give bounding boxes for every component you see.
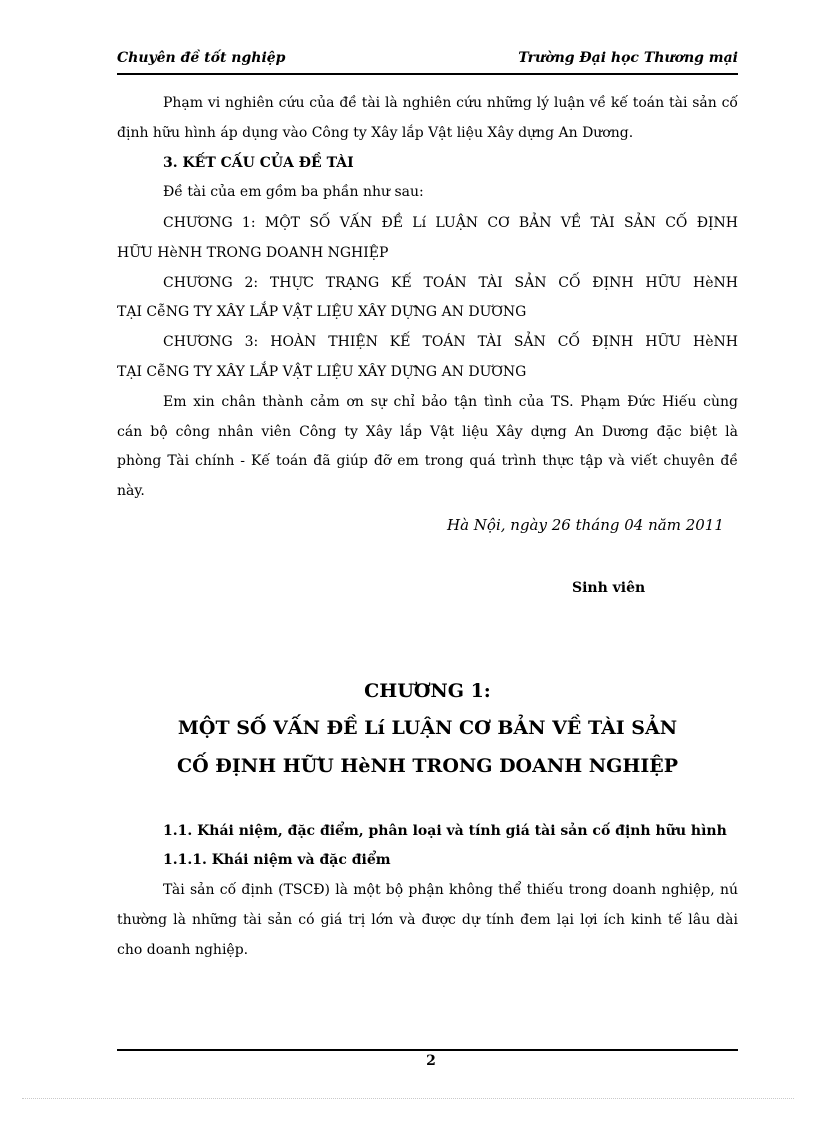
structure-heading: 3. KẾT CẤU CỦA ĐỀ TÀI [163, 155, 354, 171]
header-right: Trường Đại học Thương mại [518, 50, 738, 66]
chapter-2-line-1: CHƯƠNG 2: THỰC TRẠNG KẾ TOÁN TÀI SẢN CỐ ĐỊNH HỮU HèNH [163, 275, 738, 291]
chapter-3-line-1: CHƯƠNG 3: HOÀN THIỆN KẾ TOÁN TÀI SẢN CỐ ĐỊNH HỮU HèNH [163, 334, 738, 350]
scope-paragraph-line-2: định hữu hình áp dụng vào Công ty Xây lắp Vật liệu Xây dựng An Dương. [117, 125, 634, 141]
page-number: 2 [426, 1053, 436, 1069]
chapter-title-line-2: CỐ ĐỊNH HỮU HèNH TRONG DOANH NGHIỆP [177, 755, 678, 777]
section-heading-1-1: 1.1. Khái niệm, đặc điểm, phân loại và tính giá tài sản cố định hữu hình [163, 823, 727, 839]
chapter-2-line-2: TẠI CễNG TY XÂY LẮP VẬT LIỆU XÂY DỰNG AN DƯƠNG [117, 304, 527, 320]
section-paragraph-line-2: thường là những tài sản có giá trị lớn và được dự tính đem lại lợi ích kinh tế lâu dài [117, 912, 738, 928]
page-edge-dotted-line [22, 1098, 794, 1099]
header-rule [117, 73, 738, 75]
section-heading-1-1-1: 1.1.1. Khái niệm và đặc điểm [163, 852, 391, 868]
scope-paragraph-line-1: Phạm vi nghiên cứu của đề tài là nghiên cứu những lý luận về kế toán tài sản cố [163, 95, 738, 111]
chapter-3-line-2: TẠI CễNG TY XÂY LẮP VẬT LIỆU XÂY DỰNG AN DƯƠNG [117, 364, 527, 380]
header-left: Chuyên đề tốt nghiệp [117, 50, 286, 66]
footer-rule [117, 1049, 738, 1051]
page-header [117, 50, 738, 72]
chapter-title-line-1: MỘT SỐ VẤN ĐỀ Lí LUẬN CƠ BẢN VỀ TÀI SẢN [177, 717, 678, 739]
chapter-1-line-2: HỮU HèNH TRONG DOANH NGHIỆP [117, 245, 389, 261]
thanks-line-2: cán bộ công nhân viên Công ty Xây lắp Vật liệu Xây dựng An Dương đặc biệt là [117, 424, 738, 440]
signer-label: Sinh viên [572, 580, 646, 596]
date-line: Hà Nội, ngày 26 tháng 04 năm 2011 [447, 516, 724, 534]
structure-intro: Đề tài của em gồm ba phần như sau: [163, 184, 424, 200]
chapter-number: CHƯƠNG 1: [364, 680, 491, 702]
thanks-line-4: này. [117, 483, 145, 499]
chapter-1-line-1: CHƯƠNG 1: MỘT SỐ VẤN ĐỀ Lí LUẬN CƠ BẢN VỀ TÀI SẢN CỐ ĐỊNH [163, 215, 738, 231]
thanks-line-1: Em xin chân thành cảm ơn sự chỉ bảo tận tình của TS. Phạm Đức Hiếu cùng [163, 394, 738, 410]
section-paragraph-line-3: cho doanh nghiệp. [117, 942, 249, 958]
thanks-line-3: phòng Tài chính - Kế toán đã giúp đỡ em trong quá trình thực tập và viết chuyên đề [117, 453, 738, 469]
section-paragraph-line-1: Tài sản cố định (TSCĐ) là một bộ phận không thể thiếu trong doanh nghiệp, nú [163, 882, 738, 898]
